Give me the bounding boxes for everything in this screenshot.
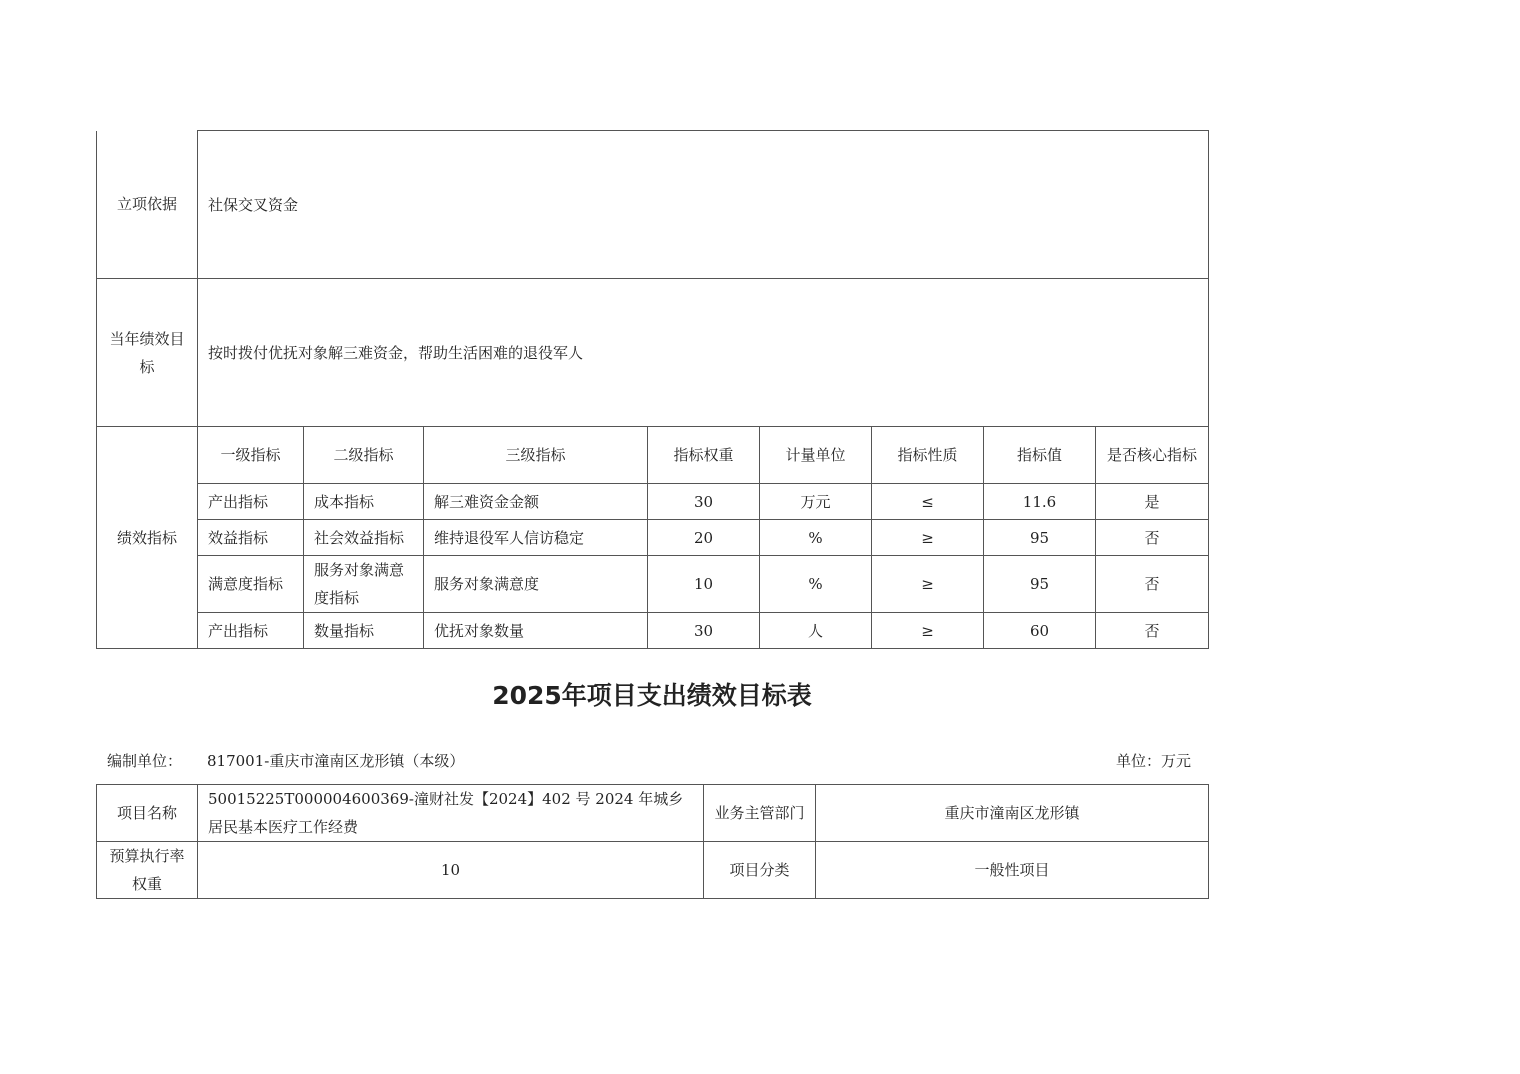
category-label: 项目分类 [704,842,816,899]
table-cell: 解三难资金金额 [424,484,648,520]
rate-value: 10 [198,842,704,899]
table-cell: 产出指标 [198,613,304,649]
table-cell: 30 [648,484,760,520]
table-cell: 优抚对象数量 [424,613,648,649]
performance-indicator-table [96,130,1209,649]
table-cell: 产出指标 [198,484,304,520]
table-cell: 否 [1096,556,1209,613]
unit-label: 单位：万元 [1116,752,1192,770]
header-cell: 二级指标 [304,427,424,484]
header-cell: 指标值 [984,427,1096,484]
table-cell: ≤ [872,484,984,520]
table-cell: ≥ [872,520,984,556]
table-cell: 60 [984,613,1096,649]
table-cell: 效益指标 [198,520,304,556]
header-cell: 计量单位 [760,427,872,484]
header-cell: 一级指标 [198,427,304,484]
table-row [97,556,1209,613]
basis-label: 立项依据 [97,131,198,279]
table-row [97,520,1209,556]
basis-value: 社保交叉资金 [198,131,1209,279]
indicator-label: 绩效指标 [97,427,198,649]
dept-label: 业务主管部门 [704,785,816,842]
header-cell: 三级指标 [424,427,648,484]
table-cell: 服务对象满意度 [424,556,648,613]
table-cell: 服务对象满意度指标 [304,556,424,613]
header-cell: 是否核心指标 [1096,427,1209,484]
org-label: 编制单位： [107,752,183,770]
project-info-table [96,784,1209,899]
project-name-label: 项目名称 [97,785,198,842]
table-cell: 社会效益指标 [304,520,424,556]
table-cell: 万元 [760,484,872,520]
table-cell: 维持退役军人信访稳定 [424,520,648,556]
table-cell: ≥ [872,613,984,649]
table-row [97,613,1209,649]
table-cell: ≥ [872,556,984,613]
table-cell: 95 [984,520,1096,556]
table-cell: 是 [1096,484,1209,520]
rate-label: 预算执行率权重 [97,842,198,899]
table-cell: 11.6 [984,484,1096,520]
header-cell: 指标性质 [872,427,984,484]
table-cell: 成本指标 [304,484,424,520]
category-value: 一般性项目 [816,842,1209,899]
table-cell: 数量指标 [304,613,424,649]
table-cell: 95 [984,556,1096,613]
goal-label: 当年绩效目标 [97,279,198,427]
indicator-header-row [97,427,1209,484]
page-title: 2025年项目支出绩效目标表 [492,681,812,710]
goal-value: 按时拨付优抚对象解三难资金，帮助生活困难的退役军人 [198,279,1209,427]
table-cell: % [760,556,872,613]
org-value: 817001-重庆市潼南区龙形镇（本级） [207,752,465,770]
table-row [97,785,1209,842]
header-cell: 指标权重 [648,427,760,484]
table-row [97,842,1209,899]
table-row [97,484,1209,520]
table-cell: 20 [648,520,760,556]
table-cell: 满意度指标 [198,556,304,613]
project-name-value: 50015225T000004600369-潼财社发【2024】402 号 2024 年城乡居民基本医疗工作经费 [198,785,704,842]
table-cell: 否 [1096,613,1209,649]
table-cell: 30 [648,613,760,649]
table-cell: 人 [760,613,872,649]
table-cell: 否 [1096,520,1209,556]
table-cell: % [760,520,872,556]
dept-value: 重庆市潼南区龙形镇 [816,785,1209,842]
table-cell: 10 [648,556,760,613]
